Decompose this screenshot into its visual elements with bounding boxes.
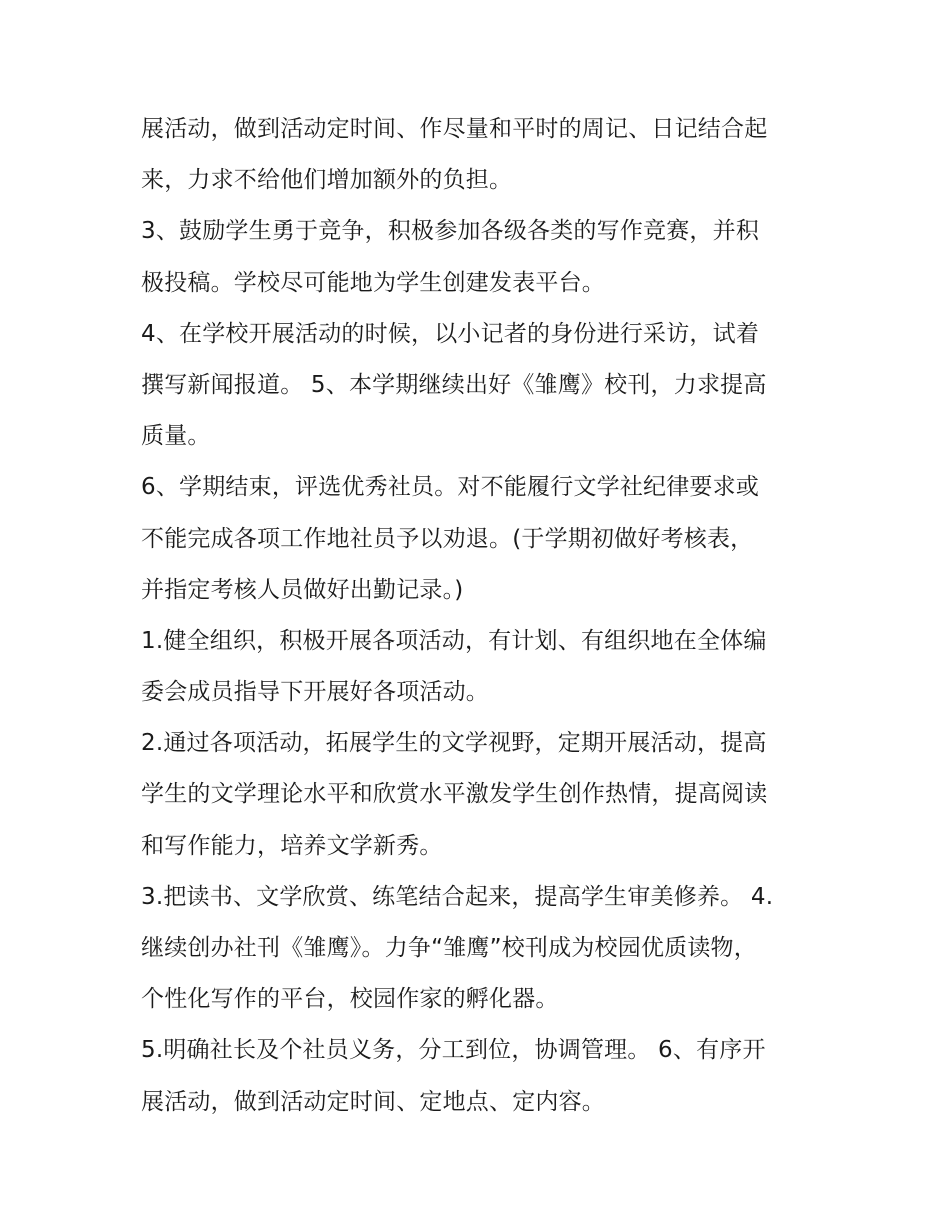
text-line: 2.通过各项活动，拓展学生的文学视野，定期开展活动，提高 bbox=[141, 730, 767, 757]
text-line: 6、学期结束，评选优秀社员。对不能履行文学社纪律要求或 bbox=[141, 474, 760, 501]
text-line: 展活动，做到活动定时间、作尽量和平时的周记、日记结合起 bbox=[141, 116, 768, 142]
text-line: 个性化写作的平台，校园作家的孵化器。 bbox=[141, 986, 559, 1013]
text-line: 撰写新闻报道。 5、本学期继续出好《雏鹰》校刊，力求提高 bbox=[141, 371, 767, 398]
text-line: 展活动，做到活动定时间、定地点、定内容。 bbox=[141, 1088, 605, 1115]
body-text bbox=[141, 104, 831, 1128]
text-line: 继续创办社刊《雏鹰》。力争“雏鹰”校刊成为校园优质读物， bbox=[141, 935, 757, 961]
text-line: 质量。 bbox=[141, 423, 211, 450]
text-line: 不能完成各项工作地社员予以劝退。(于学期初做好考核表， bbox=[141, 525, 754, 552]
text-line: 学生的文学理论水平和欣赏水平激发学生创作热情，提高阅读 bbox=[141, 781, 768, 808]
text-line: 3.把读书、文学欣赏、练笔结合起来，提高学生审美修养。 4. bbox=[141, 883, 774, 910]
text-line: 3、鼓励学生勇于竞争，积极参加各级各类的写作竞赛，并积 bbox=[141, 218, 760, 245]
text-line: 并指定考核人员做好出勤记录。) bbox=[141, 576, 464, 603]
text-line: 来，力求不给他们增加额外的负担。 bbox=[141, 167, 513, 194]
text-line: 4、在学校开展活动的时候，以小记者的身份进行采访，试着 bbox=[141, 320, 760, 347]
text-line: 5.明确社长及个社员义务，分工到位，协调管理。 6、有序开 bbox=[141, 1037, 766, 1064]
text-line: 委会成员指导下开展好各项活动。 bbox=[141, 679, 489, 706]
text-line: 极投稿。学校尽可能地为学生创建发表平台。 bbox=[141, 269, 605, 296]
text-line: 1.健全组织，积极开展各项活动，有计划、有组织地在全体编 bbox=[141, 627, 767, 654]
text-line: 和写作能力，培养文学新秀。 bbox=[141, 832, 443, 859]
